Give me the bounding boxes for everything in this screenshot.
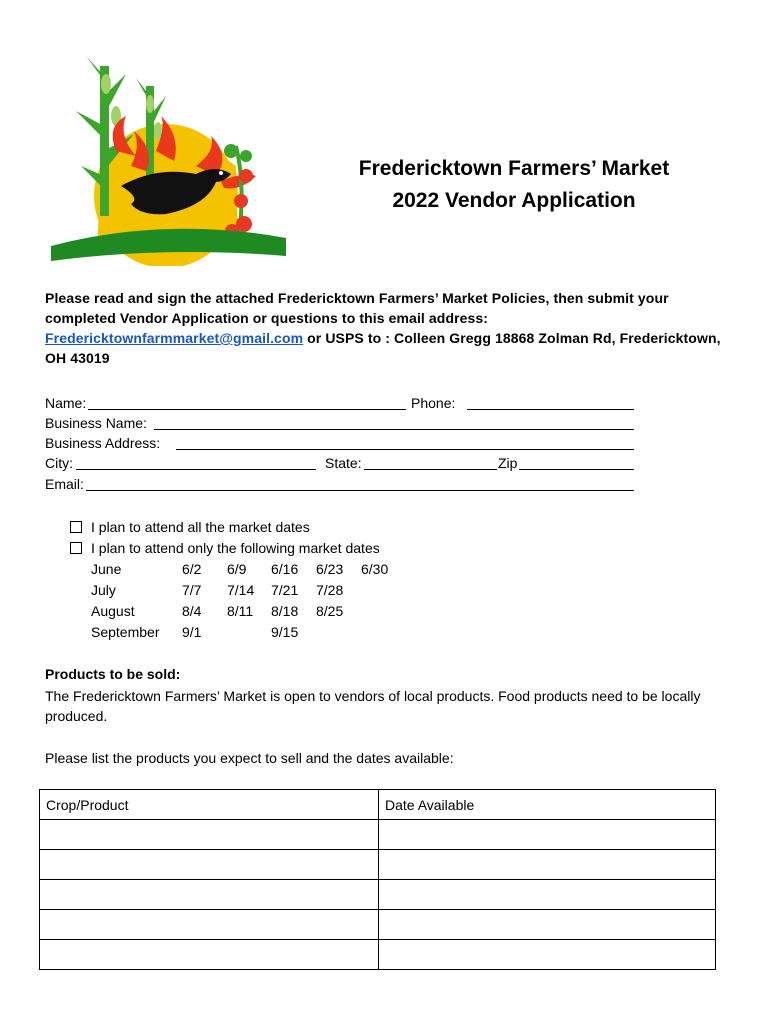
crop-cell[interactable] — [40, 880, 379, 910]
table-row — [40, 880, 716, 910]
city-field[interactable] — [76, 469, 316, 470]
business-address-field[interactable] — [176, 449, 634, 450]
business-name-label: Business Name: — [45, 415, 147, 431]
date-item: 8/25 — [316, 603, 344, 619]
title-line-2: 2022 Vendor Application — [392, 189, 636, 212]
table-row — [40, 910, 716, 940]
business-name-field[interactable] — [154, 429, 634, 430]
date-item: 9/15 — [271, 624, 299, 640]
date-item: 8/4 — [182, 603, 202, 619]
date-item: 6/2 — [182, 561, 202, 577]
date-item: 6/16 — [271, 561, 299, 577]
table-row — [40, 850, 716, 880]
name-field[interactable] — [88, 409, 406, 410]
products-instruction: Please list the products you expect to sell and the dates available: — [45, 750, 454, 766]
date-cell[interactable] — [379, 940, 716, 970]
attend-all-label: I plan to attend all the market dates — [91, 519, 310, 535]
business-address-label: Business Address: — [45, 435, 161, 451]
zip-field[interactable] — [519, 469, 634, 470]
email-link[interactable]: Fredericktownfarmmarket@gmail.com — [45, 330, 304, 346]
email-field[interactable] — [86, 490, 634, 491]
products-heading: Products to be sold: — [45, 666, 181, 682]
table-row — [40, 820, 716, 850]
table-header-row — [40, 790, 716, 820]
month-label: July — [91, 582, 116, 598]
month-label: September — [91, 624, 160, 640]
date-item: 7/14 — [227, 582, 255, 598]
state-label: State: — [325, 455, 362, 471]
date-item: 7/28 — [316, 582, 344, 598]
crop-cell[interactable] — [40, 820, 379, 850]
page-title — [314, 153, 714, 217]
title-line-1: Fredericktown Farmers’ Market — [358, 157, 670, 180]
name-label: Name: — [45, 395, 87, 411]
date-item: 6/30 — [361, 561, 389, 577]
date-item: 6/9 — [227, 561, 247, 577]
email-label: Email: — [45, 476, 84, 492]
attend-all-option[interactable] — [70, 518, 310, 536]
attend-some-label: I plan to attend only the following market dates — [91, 540, 380, 556]
month-label: August — [91, 603, 135, 619]
attend-some-checkbox[interactable] — [70, 542, 82, 554]
intro-paragraph — [45, 288, 725, 368]
date-item: 6/23 — [316, 561, 344, 577]
date-item: 9/1 — [182, 624, 202, 640]
products-description: The Fredericktown Farmers’ Market is open to vendors of local products. Food products need to be locally produced. — [45, 688, 701, 724]
crop-cell[interactable] — [40, 910, 379, 940]
farm-logo-icon — [46, 56, 291, 266]
date-item: 7/7 — [182, 582, 202, 598]
state-field[interactable] — [364, 469, 497, 470]
crop-cell[interactable] — [40, 850, 379, 880]
column-header-crop: Crop/Product — [40, 790, 379, 820]
intro-text-before: Please read and sign the attached Fredericktown Farmers’ Market Policies, then submit your completed Vendor Application or questions to this email address: — [45, 290, 669, 326]
crop-cell[interactable] — [40, 940, 379, 970]
column-header-date: Date Available — [379, 790, 716, 820]
city-label: City: — [45, 455, 73, 471]
date-item: 8/18 — [271, 603, 299, 619]
date-item: 8/11 — [227, 603, 254, 619]
products-table — [39, 789, 716, 970]
intro-text-after: or USPS to : Colleen Gregg 18868 Zolman Rd, Fredericktown, OH 43019 — [45, 330, 721, 366]
zip-label: Zip — [498, 455, 518, 471]
month-label: June — [91, 561, 122, 577]
phone-field[interactable] — [467, 409, 634, 410]
phone-label: Phone: — [411, 395, 456, 411]
attend-some-option[interactable] — [70, 539, 380, 557]
date-cell[interactable] — [379, 910, 716, 940]
date-item: 7/21 — [271, 582, 299, 598]
attend-all-checkbox[interactable] — [70, 521, 82, 533]
date-cell[interactable] — [379, 850, 716, 880]
table-row — [40, 940, 716, 970]
date-cell[interactable] — [379, 880, 716, 910]
date-cell[interactable] — [379, 820, 716, 850]
